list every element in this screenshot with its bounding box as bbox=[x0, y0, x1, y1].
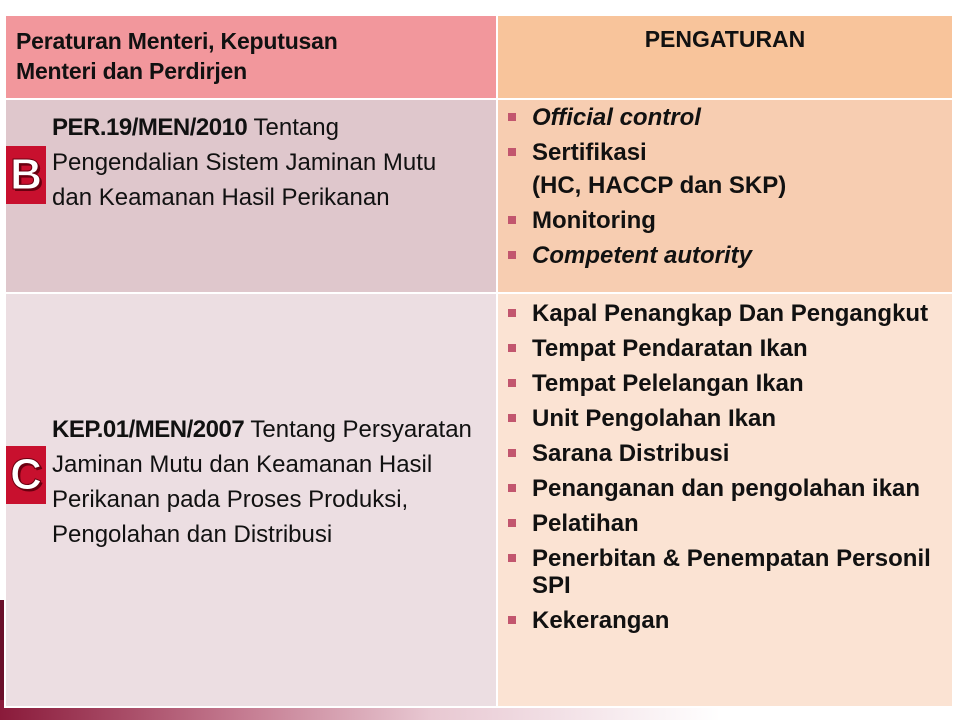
header-regulation-title bbox=[6, 16, 496, 86]
regulation-table bbox=[4, 14, 954, 708]
header-regulation-line1: Peraturan Menteri, Keputusan bbox=[16, 28, 338, 54]
regulation-code-c: KEP.01/MEN/2007 bbox=[52, 416, 245, 443]
list-item: Penerbitan & Penempatan Personil SPI bbox=[498, 545, 952, 599]
list-item: Monitoring bbox=[498, 207, 952, 234]
list-item: Pelatihan bbox=[498, 510, 952, 537]
pengaturan-cell-c bbox=[497, 293, 953, 707]
list-item: Sertifikasi bbox=[498, 139, 952, 166]
list-item: Sarana Distribusi bbox=[498, 440, 952, 467]
pengaturan-list-b bbox=[498, 100, 952, 269]
pengaturan-cell-b bbox=[497, 99, 953, 293]
letter-badge-b: B bbox=[6, 146, 46, 204]
list-item: Unit Pengolahan Ikan bbox=[498, 405, 952, 432]
header-cell-pengaturan bbox=[497, 15, 953, 99]
table-row-b bbox=[5, 99, 953, 293]
regulation-description-b: Tentang Pengendalian Sistem Jaminan Mutu dan Keamanan Hasil Perikanan bbox=[52, 114, 437, 211]
regulation-description-c: Tentang Persyaratan Jaminan Mutu dan Keamanan Hasil Perikanan pada Proses Produksi, Pengolahan dan Distribusi bbox=[52, 416, 472, 548]
regulation-cell-b bbox=[5, 99, 497, 293]
regulation-text-c bbox=[52, 412, 482, 552]
list-item: Official control bbox=[498, 104, 952, 131]
header-regulation-line2: Menteri dan Perdirjen bbox=[16, 58, 247, 84]
regulation-code-b: PER.19/MEN/2010 bbox=[52, 114, 248, 141]
table-header-row bbox=[5, 15, 953, 99]
header-pengaturan-title: PENGATURAN bbox=[644, 26, 806, 52]
pengaturan-list-c bbox=[498, 294, 952, 634]
letter-badge-c: C bbox=[6, 446, 46, 504]
header-cell-regulation bbox=[5, 15, 497, 99]
list-item: (HC, HACCP dan SKP) bbox=[532, 172, 787, 199]
list-item: Competent autority bbox=[498, 242, 952, 269]
regulation-text-b bbox=[52, 110, 482, 215]
list-item: Tempat Pendaratan Ikan bbox=[498, 335, 952, 362]
list-item: Penanganan dan pengolahan ikan bbox=[498, 475, 952, 502]
list-item: Kapal Penangkap Dan Pengangkut bbox=[498, 300, 952, 327]
list-item: Tempat Pelelangan Ikan bbox=[498, 370, 952, 397]
regulation-cell-c bbox=[5, 293, 497, 707]
list-item: Kekerangan bbox=[498, 607, 952, 634]
table-row-c bbox=[5, 293, 953, 707]
